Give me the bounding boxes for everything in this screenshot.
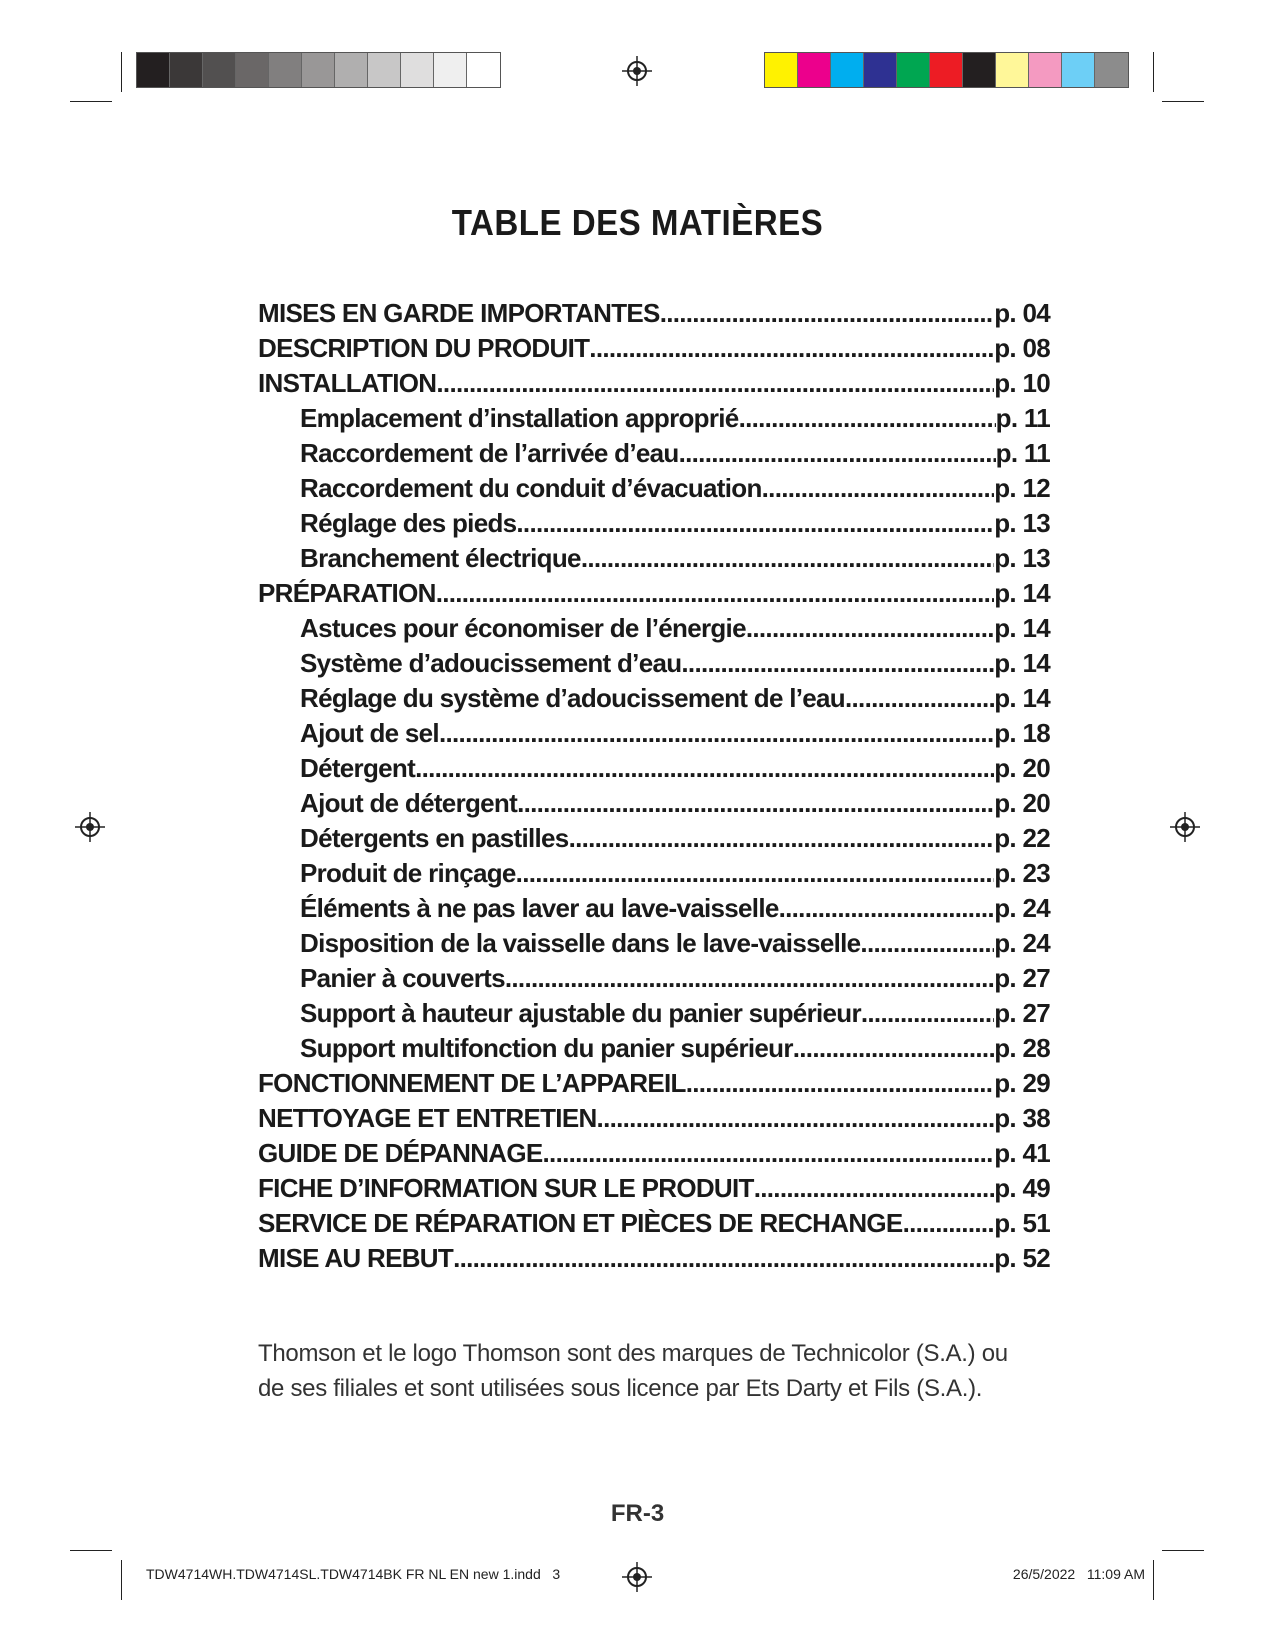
toc-entry[interactable] — [258, 1173, 1050, 1208]
toc-leader-dots — [679, 438, 996, 469]
toc-leader-dots — [436, 368, 994, 399]
toc-entry[interactable] — [258, 683, 1050, 718]
toc-entry-label: MISE AU REBUT — [258, 1243, 454, 1273]
toc-entry[interactable] — [258, 1208, 1050, 1243]
toc-leader-dots — [762, 473, 995, 504]
toc-entry-label: FONCTIONNEMENT DE L’APPAREIL — [258, 1068, 686, 1098]
color-swatch — [798, 53, 831, 87]
toc-entry-page: p. 27 — [994, 963, 1050, 993]
toc-leader-dots — [779, 893, 995, 924]
toc-entry[interactable] — [258, 963, 1050, 998]
toc-entry-page: p. 24 — [994, 893, 1050, 923]
toc-entry-label: Ajout de détergent — [300, 788, 518, 818]
toc-entry[interactable] — [258, 1138, 1050, 1173]
color-swatch — [1095, 53, 1128, 87]
toc-entry-label: Réglage du système d’adoucissement de l’eau — [300, 683, 845, 713]
toc-leader-dots — [739, 403, 996, 434]
toc-entry-label: Éléments à ne pas laver au lave-vaisselle — [300, 893, 779, 923]
toc-leader-dots — [505, 963, 994, 994]
color-swatch — [269, 53, 302, 87]
toc-entry-page: p. 11 — [995, 403, 1050, 433]
toc-entry-page: p. 14 — [994, 683, 1050, 713]
toc-entry[interactable] — [258, 403, 1050, 438]
crop-mark — [121, 52, 122, 92]
toc-entry[interactable] — [258, 543, 1050, 578]
toc-entry[interactable] — [258, 823, 1050, 858]
toc-leader-dots — [597, 1103, 995, 1134]
color-swatch — [203, 53, 236, 87]
toc-leader-dots — [589, 333, 994, 364]
toc-entry-page: p. 11 — [995, 438, 1050, 468]
toc-entry-label: FICHE D’INFORMATION SUR LE PRODUIT — [258, 1173, 754, 1203]
toc-leader-dots — [845, 683, 994, 714]
toc-entry[interactable] — [258, 753, 1050, 788]
toc-leader-dots — [569, 823, 995, 854]
toc-entry-label: SERVICE DE RÉPARATION ET PIÈCES DE RECHANGE — [258, 1208, 903, 1238]
color-swatch — [765, 53, 798, 87]
toc-entry-page: p. 24 — [994, 928, 1050, 958]
color-swatch — [930, 53, 963, 87]
color-swatch — [897, 53, 930, 87]
color-swatch — [467, 53, 500, 87]
toc-entry-page: p. 10 — [994, 368, 1050, 398]
toc-entry[interactable] — [258, 613, 1050, 648]
toc-entry-page: p. 49 — [994, 1173, 1050, 1203]
toc-entry[interactable] — [258, 893, 1050, 928]
toc-entry-page: p. 23 — [994, 858, 1050, 888]
color-swatch — [368, 53, 401, 87]
toc-entry-label: Détergent — [300, 753, 416, 783]
toc-leader-dots — [754, 1173, 995, 1204]
toc-leader-dots — [453, 1243, 994, 1274]
toc-entry-page: p. 28 — [994, 1033, 1050, 1063]
toc-leader-dots — [860, 928, 994, 959]
toc-leader-dots — [516, 508, 994, 539]
grayscale-color-bar — [136, 52, 501, 88]
toc-leader-dots — [681, 648, 994, 679]
toc-entry-page: p. 27 — [994, 998, 1050, 1028]
toc-entry-page: p. 52 — [994, 1243, 1050, 1273]
toc-entry[interactable] — [258, 473, 1050, 508]
toc-entry[interactable] — [258, 788, 1050, 823]
crop-mark — [70, 1550, 112, 1551]
color-swatch — [864, 53, 897, 87]
crop-mark — [1153, 1560, 1154, 1600]
crop-mark — [70, 101, 112, 102]
toc-entry-page: p. 14 — [994, 613, 1050, 643]
toc-entry[interactable] — [258, 508, 1050, 543]
toc-entry[interactable] — [258, 438, 1050, 473]
trademark-note-line: Thomson et le logo Thomson sont des marques de Technicolor (S.A.) ou — [258, 1340, 1008, 1367]
toc-entry[interactable] — [258, 1103, 1050, 1138]
registration-mark-icon — [1170, 812, 1200, 842]
toc-entry-page: p. 08 — [994, 333, 1050, 363]
toc-entry-page: p. 12 — [994, 473, 1050, 503]
page-title: TABLE DES MATIÈRES — [451, 202, 824, 243]
toc-entry-label: Branchement électrique — [300, 543, 581, 573]
toc-entry[interactable] — [258, 578, 1050, 613]
toc-leader-dots — [660, 298, 995, 329]
toc-entry[interactable] — [258, 998, 1050, 1033]
page-number: FR-3 — [610, 1500, 665, 1527]
toc-leader-dots — [543, 1138, 995, 1169]
toc-entry-label: Emplacement d’installation approprié — [300, 403, 739, 433]
toc-leader-dots — [436, 578, 995, 609]
toc-entry-label: MISES EN GARDE IMPORTANTES — [258, 298, 660, 328]
registration-mark-icon — [622, 1562, 652, 1592]
color-swatch — [1029, 53, 1062, 87]
toc-entry[interactable] — [258, 718, 1050, 753]
toc-entry-label: Détergents en pastilles — [300, 823, 569, 853]
color-swatch — [137, 53, 170, 87]
registration-mark-icon — [622, 56, 652, 86]
toc-entry-page: p. 20 — [994, 788, 1050, 818]
toc-entry-page: p. 04 — [994, 298, 1050, 328]
color-swatch — [170, 53, 203, 87]
toc-entry-label: Produit de rinçage — [300, 858, 516, 888]
toc-entry-page: p. 14 — [994, 648, 1050, 678]
toc-entry-page: p. 22 — [994, 823, 1050, 853]
toc-entry-label: Disposition de la vaisselle dans le lave-vaisselle — [300, 928, 861, 958]
color-swatch — [831, 53, 864, 87]
toc-entry-page: p. 13 — [994, 508, 1050, 538]
table-of-contents — [258, 298, 1050, 1278]
toc-entry-page: p. 20 — [994, 753, 1050, 783]
toc-entry-page: p. 18 — [994, 718, 1050, 748]
toc-entry[interactable] — [258, 298, 1050, 333]
toc-entry-label: PRÉPARATION — [258, 578, 436, 608]
toc-leader-dots — [793, 1033, 995, 1064]
toc-entry-label: Raccordement de l’arrivée d’eau — [300, 438, 679, 468]
crop-mark — [1162, 1550, 1204, 1551]
toc-entry[interactable] — [258, 648, 1050, 683]
toc-entry-page: p. 51 — [994, 1208, 1050, 1238]
toc-entry-page: p. 29 — [994, 1068, 1050, 1098]
toc-entry[interactable] — [258, 333, 1050, 368]
toc-entry-label: Raccordement du conduit d’évacuation — [300, 473, 762, 503]
toc-entry-page: p. 38 — [994, 1103, 1050, 1133]
color-swatch — [302, 53, 335, 87]
crop-mark — [1153, 52, 1154, 92]
color-swatch — [401, 53, 434, 87]
registration-mark-icon — [75, 812, 105, 842]
color-swatch — [1062, 53, 1095, 87]
toc-leader-dots — [861, 998, 994, 1029]
toc-entry-page: p. 13 — [994, 543, 1050, 573]
toc-entry[interactable] — [258, 1068, 1050, 1103]
toc-leader-dots — [903, 1208, 995, 1239]
slug-datetime: 26/5/2022 11:09 AM — [1012, 1566, 1145, 1582]
toc-entry-label: Support multifonction du panier supérieur — [300, 1033, 793, 1063]
toc-entry[interactable] — [258, 858, 1050, 893]
toc-entry-label: NETTOYAGE ET ENTRETIEN — [258, 1103, 597, 1133]
toc-entry[interactable] — [258, 928, 1050, 963]
toc-entry-label: Astuces pour économiser de l’énergie — [300, 613, 746, 643]
color-swatch — [236, 53, 269, 87]
toc-leader-dots — [516, 858, 995, 889]
toc-entry-label: Support à hauteur ajustable du panier supérieur — [300, 998, 861, 1028]
toc-leader-dots — [746, 613, 994, 644]
toc-entry-page: p. 14 — [994, 578, 1050, 608]
crop-mark — [1162, 101, 1204, 102]
toc-entry[interactable] — [258, 1033, 1050, 1068]
toc-entry-label: INSTALLATION — [258, 368, 437, 398]
color-swatch — [996, 53, 1029, 87]
toc-entry-label: DESCRIPTION DU PRODUIT — [258, 333, 590, 363]
toc-leader-dots — [415, 753, 994, 784]
toc-leader-dots — [517, 788, 994, 819]
color-swatch — [963, 53, 996, 87]
toc-entry[interactable] — [258, 368, 1050, 403]
toc-leader-dots — [439, 718, 994, 749]
toc-entry[interactable] — [258, 1243, 1050, 1278]
toc-leader-dots — [581, 543, 994, 574]
toc-entry-page: p. 41 — [994, 1138, 1050, 1168]
trademark-note — [258, 1336, 1058, 1406]
slug-filename: TDW4714WH.TDW4714SL.TDW4714BK FR NL EN new 1.indd 3 — [146, 1566, 561, 1582]
color-swatch — [335, 53, 368, 87]
process-color-bar — [764, 52, 1129, 88]
trademark-note-line: de ses filiales et sont utilisées sous licence par Ets Darty et Fils (S.A.). — [258, 1375, 983, 1402]
toc-entry-label: Panier à couverts — [300, 963, 505, 993]
crop-mark — [121, 1560, 122, 1600]
toc-leader-dots — [686, 1068, 995, 1099]
color-swatch — [434, 53, 467, 87]
toc-entry-label: GUIDE DE DÉPANNAGE — [258, 1138, 543, 1168]
toc-entry-label: Système d’adoucissement d’eau — [300, 648, 682, 678]
toc-entry-label: Ajout de sel — [300, 718, 439, 748]
toc-entry-label: Réglage des pieds — [300, 508, 517, 538]
